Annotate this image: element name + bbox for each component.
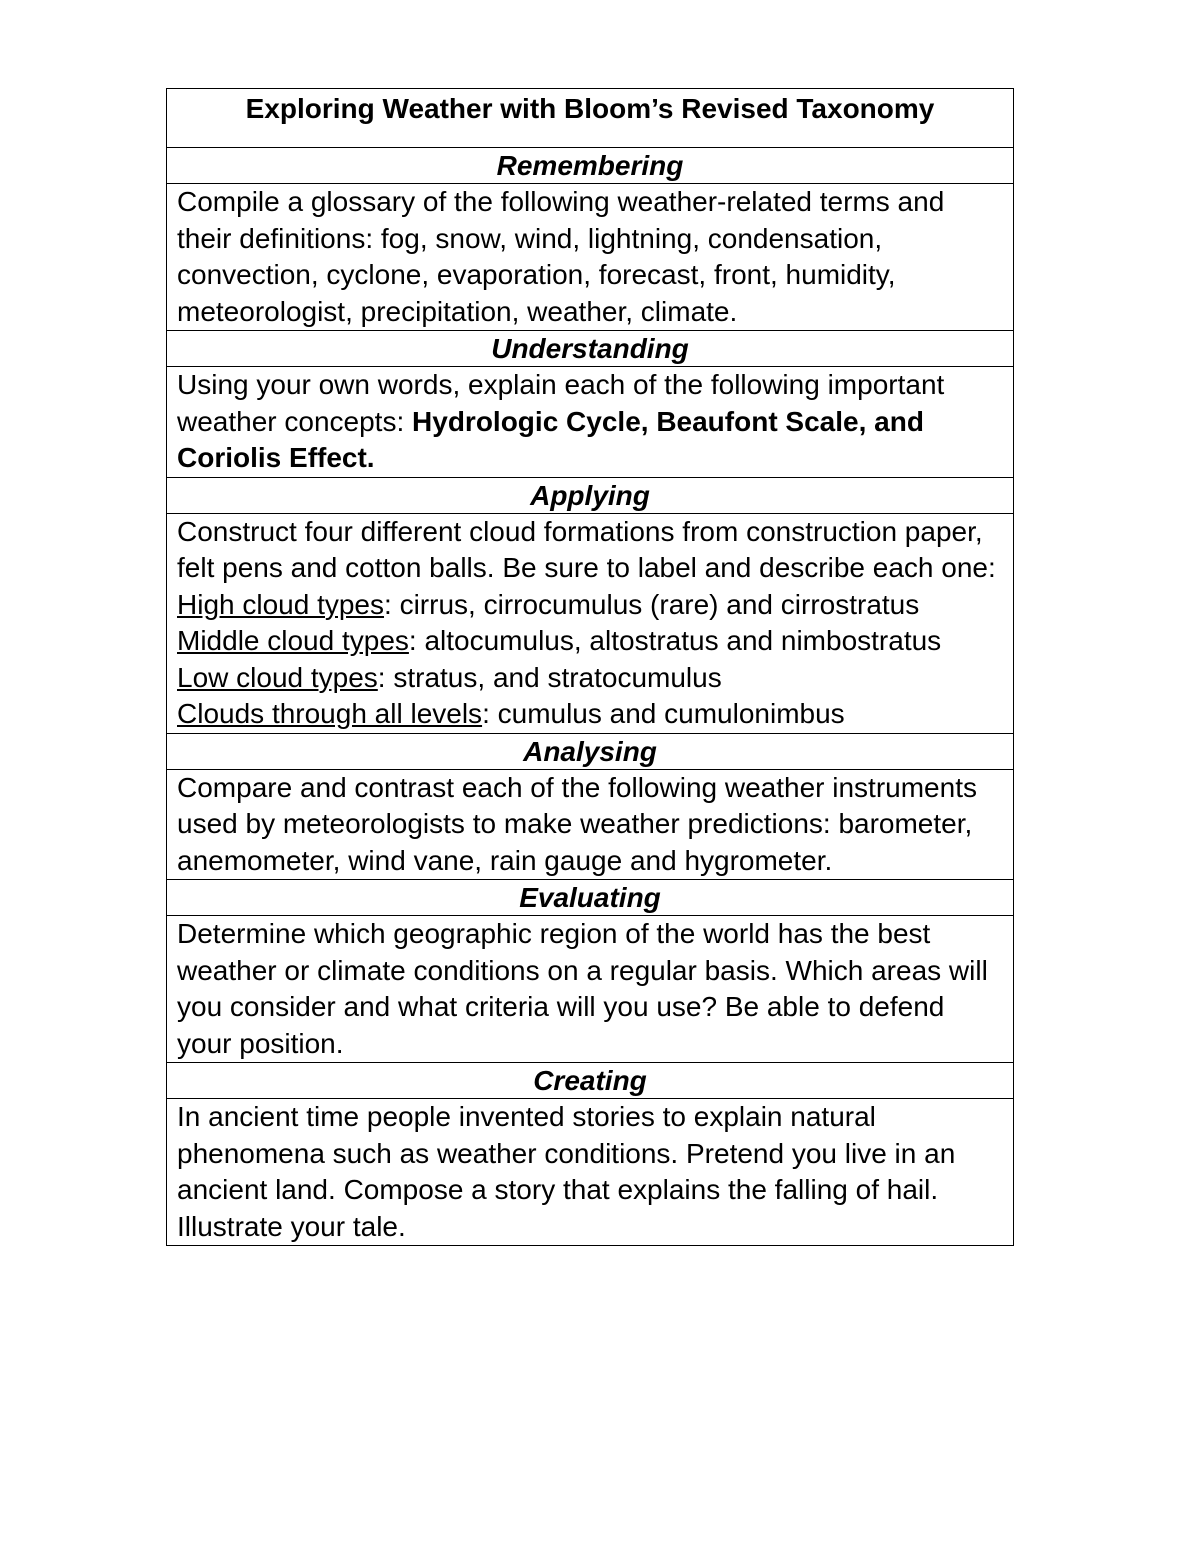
heading-row-remembering (167, 148, 1014, 184)
heading-cell-remembering (167, 148, 1014, 184)
heading-row-applying (167, 477, 1014, 513)
body-cell-evaluating (167, 916, 1014, 1063)
title-cell (167, 89, 1014, 148)
body-row-analysing (167, 769, 1014, 880)
cloud-type-middle (177, 623, 1003, 660)
applying-intro: Construct four different cloud formations from construction paper, felt pens and cotton balls. Be sure to label and describe each one: (177, 515, 996, 583)
section-text-evaluating: Determine which geographic region of the world has the best weather or climate conditions on a regular basis. Which areas will you consider and what criteria will you use? Be able to defend your position. (177, 918, 988, 1059)
heading-cell-understanding (167, 331, 1014, 367)
body-row-remembering (167, 184, 1014, 331)
heading-cell-analysing (167, 733, 1014, 769)
body-cell-analysing (167, 769, 1014, 880)
heading-cell-evaluating (167, 880, 1014, 916)
cloud-type-low (177, 660, 1003, 697)
title-row (167, 89, 1014, 148)
cloud-type-all-levels (177, 696, 1003, 733)
section-text-remembering: Compile a glossary of the following weather-related terms and their definitions: fog, snow, wind, lightning, condensation, convection, cyclone, evaporation, forecast, front, humidity, meteorologist, precipitation, weather, climate. (177, 186, 945, 327)
cloud-type-text: : cirrus, cirrocumulus (rare) and cirrostratus (384, 588, 920, 620)
heading-row-creating (167, 1063, 1014, 1099)
heading-row-understanding (167, 331, 1014, 367)
body-row-understanding (167, 367, 1014, 478)
section-heading-understanding: Understanding (491, 333, 689, 364)
cloud-type-text: : cumulus and cumulonimbus (482, 698, 845, 729)
section-heading-analysing: Analysing (523, 735, 657, 767)
document-title: Exploring Weather with Bloom’s Revised Taxonomy (245, 93, 935, 124)
section-heading-remembering: Remembering (496, 150, 684, 181)
heading-cell-applying (167, 477, 1014, 513)
taxonomy-table (166, 88, 1014, 1246)
section-heading-applying: Applying (530, 479, 650, 511)
cloud-type-text: : stratus, and stratocumulus (377, 661, 722, 693)
understanding-concepts: Hydrologic Cycle, Beaufont Scale, and Coriolis Effect. (177, 405, 924, 473)
body-cell-applying (167, 513, 1014, 733)
heading-row-analysing (167, 733, 1014, 769)
section-heading-creating: Creating (533, 1065, 647, 1096)
heading-cell-creating (167, 1063, 1014, 1099)
cloud-type-label: Middle cloud types (177, 625, 409, 656)
body-cell-remembering (167, 184, 1014, 331)
section-heading-evaluating: Evaluating (519, 882, 661, 913)
body-cell-creating (167, 1099, 1014, 1246)
body-row-applying (167, 513, 1014, 733)
cloud-type-text: : altocumulus, altostratus and nimbostratus (408, 625, 942, 656)
section-text-creating: In ancient time people invented stories to explain natural phenomena such as weather conditions. Pretend you live in an ancient land. Compose a story that explains the falling of hail. Illustrate your tale. (177, 1101, 956, 1242)
section-text-analysing: Compare and contrast each of the following weather instruments used by meteorologists to make weather predictions: barometer, anemometer, wind vane, rain gauge and hygrometer. (177, 771, 977, 876)
section-text-understanding (177, 367, 1003, 477)
body-row-creating (167, 1099, 1014, 1246)
cloud-type-high (177, 587, 1003, 624)
cloud-type-label: Clouds through all levels (177, 698, 483, 729)
understanding-text: Using your own words, explain each of the following important weather concepts: (177, 369, 945, 437)
cloud-type-label: High cloud types (177, 588, 385, 620)
body-cell-understanding (167, 367, 1014, 478)
heading-row-evaluating (167, 880, 1014, 916)
cloud-type-label: Low cloud types (177, 661, 378, 693)
body-row-evaluating (167, 916, 1014, 1063)
